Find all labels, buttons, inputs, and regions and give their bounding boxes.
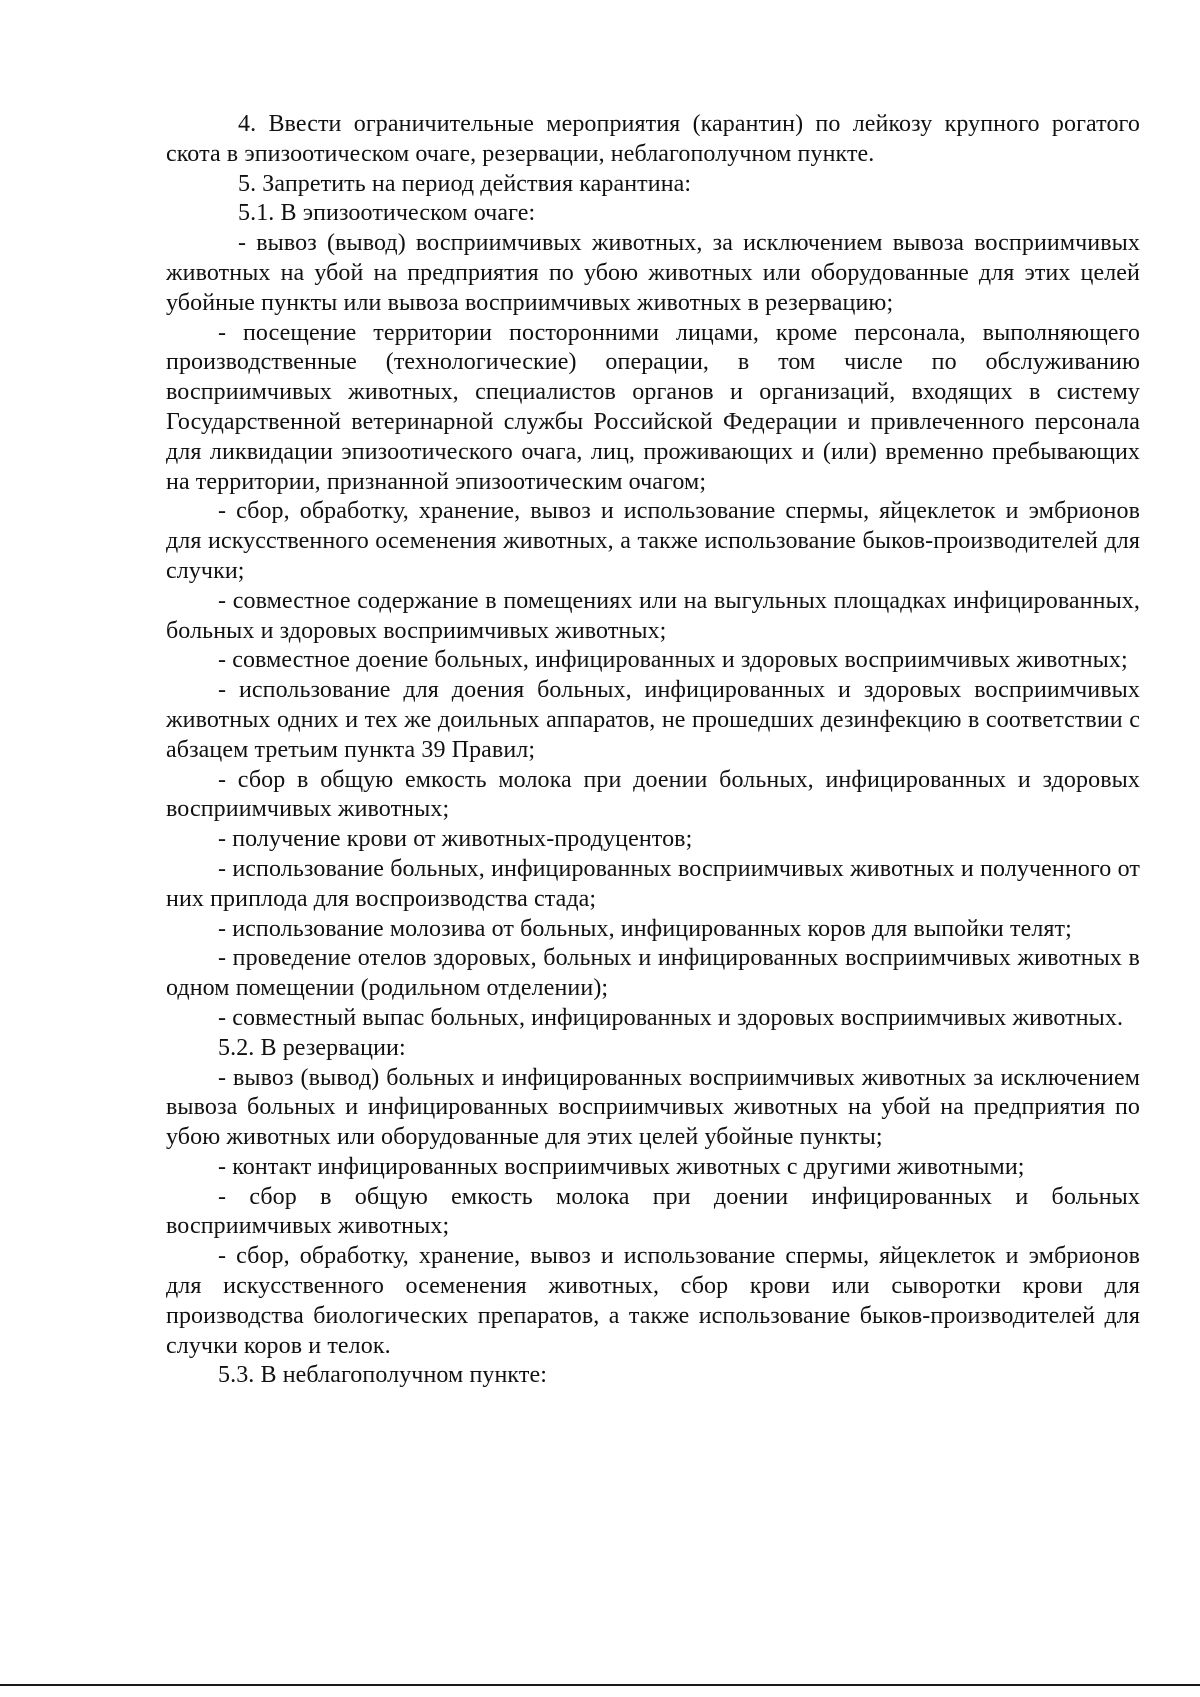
subheading-5-2: 5.2. В резервации:: [218, 1034, 406, 1061]
list-item-calving: - проведение отелов здоровых, больных и инфицированных восприимчивых животных в одном помещении (родильном отделении);: [166, 945, 1140, 1002]
list-item-colostrum: - использование молозива от больных, инфицированных коров для выпойки телят;: [218, 915, 1072, 942]
document-page: [166, 110, 1140, 1391]
paragraph-item-4: 4. Ввести ограничительные мероприятия (карантин) по лейкозу крупного рогатого скота в эпизоотическом очаге, резервации, неблагополучном пункте.: [166, 111, 1140, 167]
subheading-5-3: 5.3. В неблагополучном пункте:: [218, 1362, 547, 1389]
list-item-contact: - контакт инфицированных восприимчивых животных с другими животными;: [218, 1153, 1025, 1180]
list-item-blood: - получение крови от животных-продуцентов;: [218, 826, 693, 853]
list-item-reservation-export: - вывоз (вывод) больных и инфицированных восприимчивых животных за исключением вывоза больных и инфицированных восприимчивых животных на убой на предприятия по убою животных или оборудованные для этих целей убойные пункты;: [166, 1064, 1140, 1151]
subheading-5-1: 5.1. В эпизоотическом очаге:: [238, 200, 536, 227]
list-item-grazing: - совместный выпас больных, инфицированных и здоровых восприимчивых животных.: [218, 1004, 1124, 1031]
list-item-milk-collection: - сбор в общую емкость молока при доении больных, инфицированных и здоровых восприимчивых животных;: [166, 766, 1140, 823]
list-item-visits: - посещение территории посторонними лицами, кроме персонала, выполняющего производственные (технологические) операции, в том числе по обслуживанию восприимчивых животных, специалистов органов и организаций, входящих в систему Государственной ветеринарной службы Российской Федерации и привлеченного персонала для ликвидации эпизоотического очага, лиц, проживающих и (или) временно пребывающих на территории, признанной эпизоотическим очагом;: [166, 319, 1140, 495]
list-item-reservation-sperm: - сбор, обработку, хранение, вывоз и использование спермы, яйцеклеток и эмбрионов для искусственного осеменения животных, сбор крови или сыворотки крови для производства биологических препаратов, а также использование быков-производителей для случки коров и телок.: [166, 1243, 1140, 1359]
list-item-joint-keeping: - совместное содержание в помещениях или на выгульных площадках инфицированных, больных и здоровых восприимчивых животных;: [166, 587, 1140, 644]
list-item-export: - вывоз (вывод) восприимчивых животных, за исключением вывоза восприимчивых животных на убой на предприятия по убою животных или оборудованные для этих целей убойные пункты или вывоза восприимчивых животных в резервацию;: [166, 230, 1140, 316]
bottom-divider: [0, 1684, 1200, 1686]
list-item-reservation-milk: - сбор в общую емкость молока при доении инфицированных и больных восприимчивых животных;: [166, 1183, 1140, 1240]
list-item-sperm: - сбор, обработку, хранение, вывоз и использование спермы, яйцеклеток и эмбрионов для искусственного осеменения животных, а также использование быков-производителей для случки;: [166, 498, 1140, 584]
list-item-reproduction: - использование больных, инфицированных восприимчивых животных и полученного от них приплода для воспроизводства стада;: [166, 855, 1140, 912]
list-item-joint-milking: - совместное доение больных, инфицированных и здоровых восприимчивых животных;: [218, 647, 1128, 674]
list-item-milking-machines: - использование для доения больных, инфицированных и здоровых восприимчивых животных одних и тех же доильных аппаратов, не прошедших дезинфекцию в соответствии с абзацем третьим пункта 39 Правил;: [166, 677, 1140, 763]
paragraph-item-5: 5. Запретить на период действия карантина:: [238, 170, 692, 197]
